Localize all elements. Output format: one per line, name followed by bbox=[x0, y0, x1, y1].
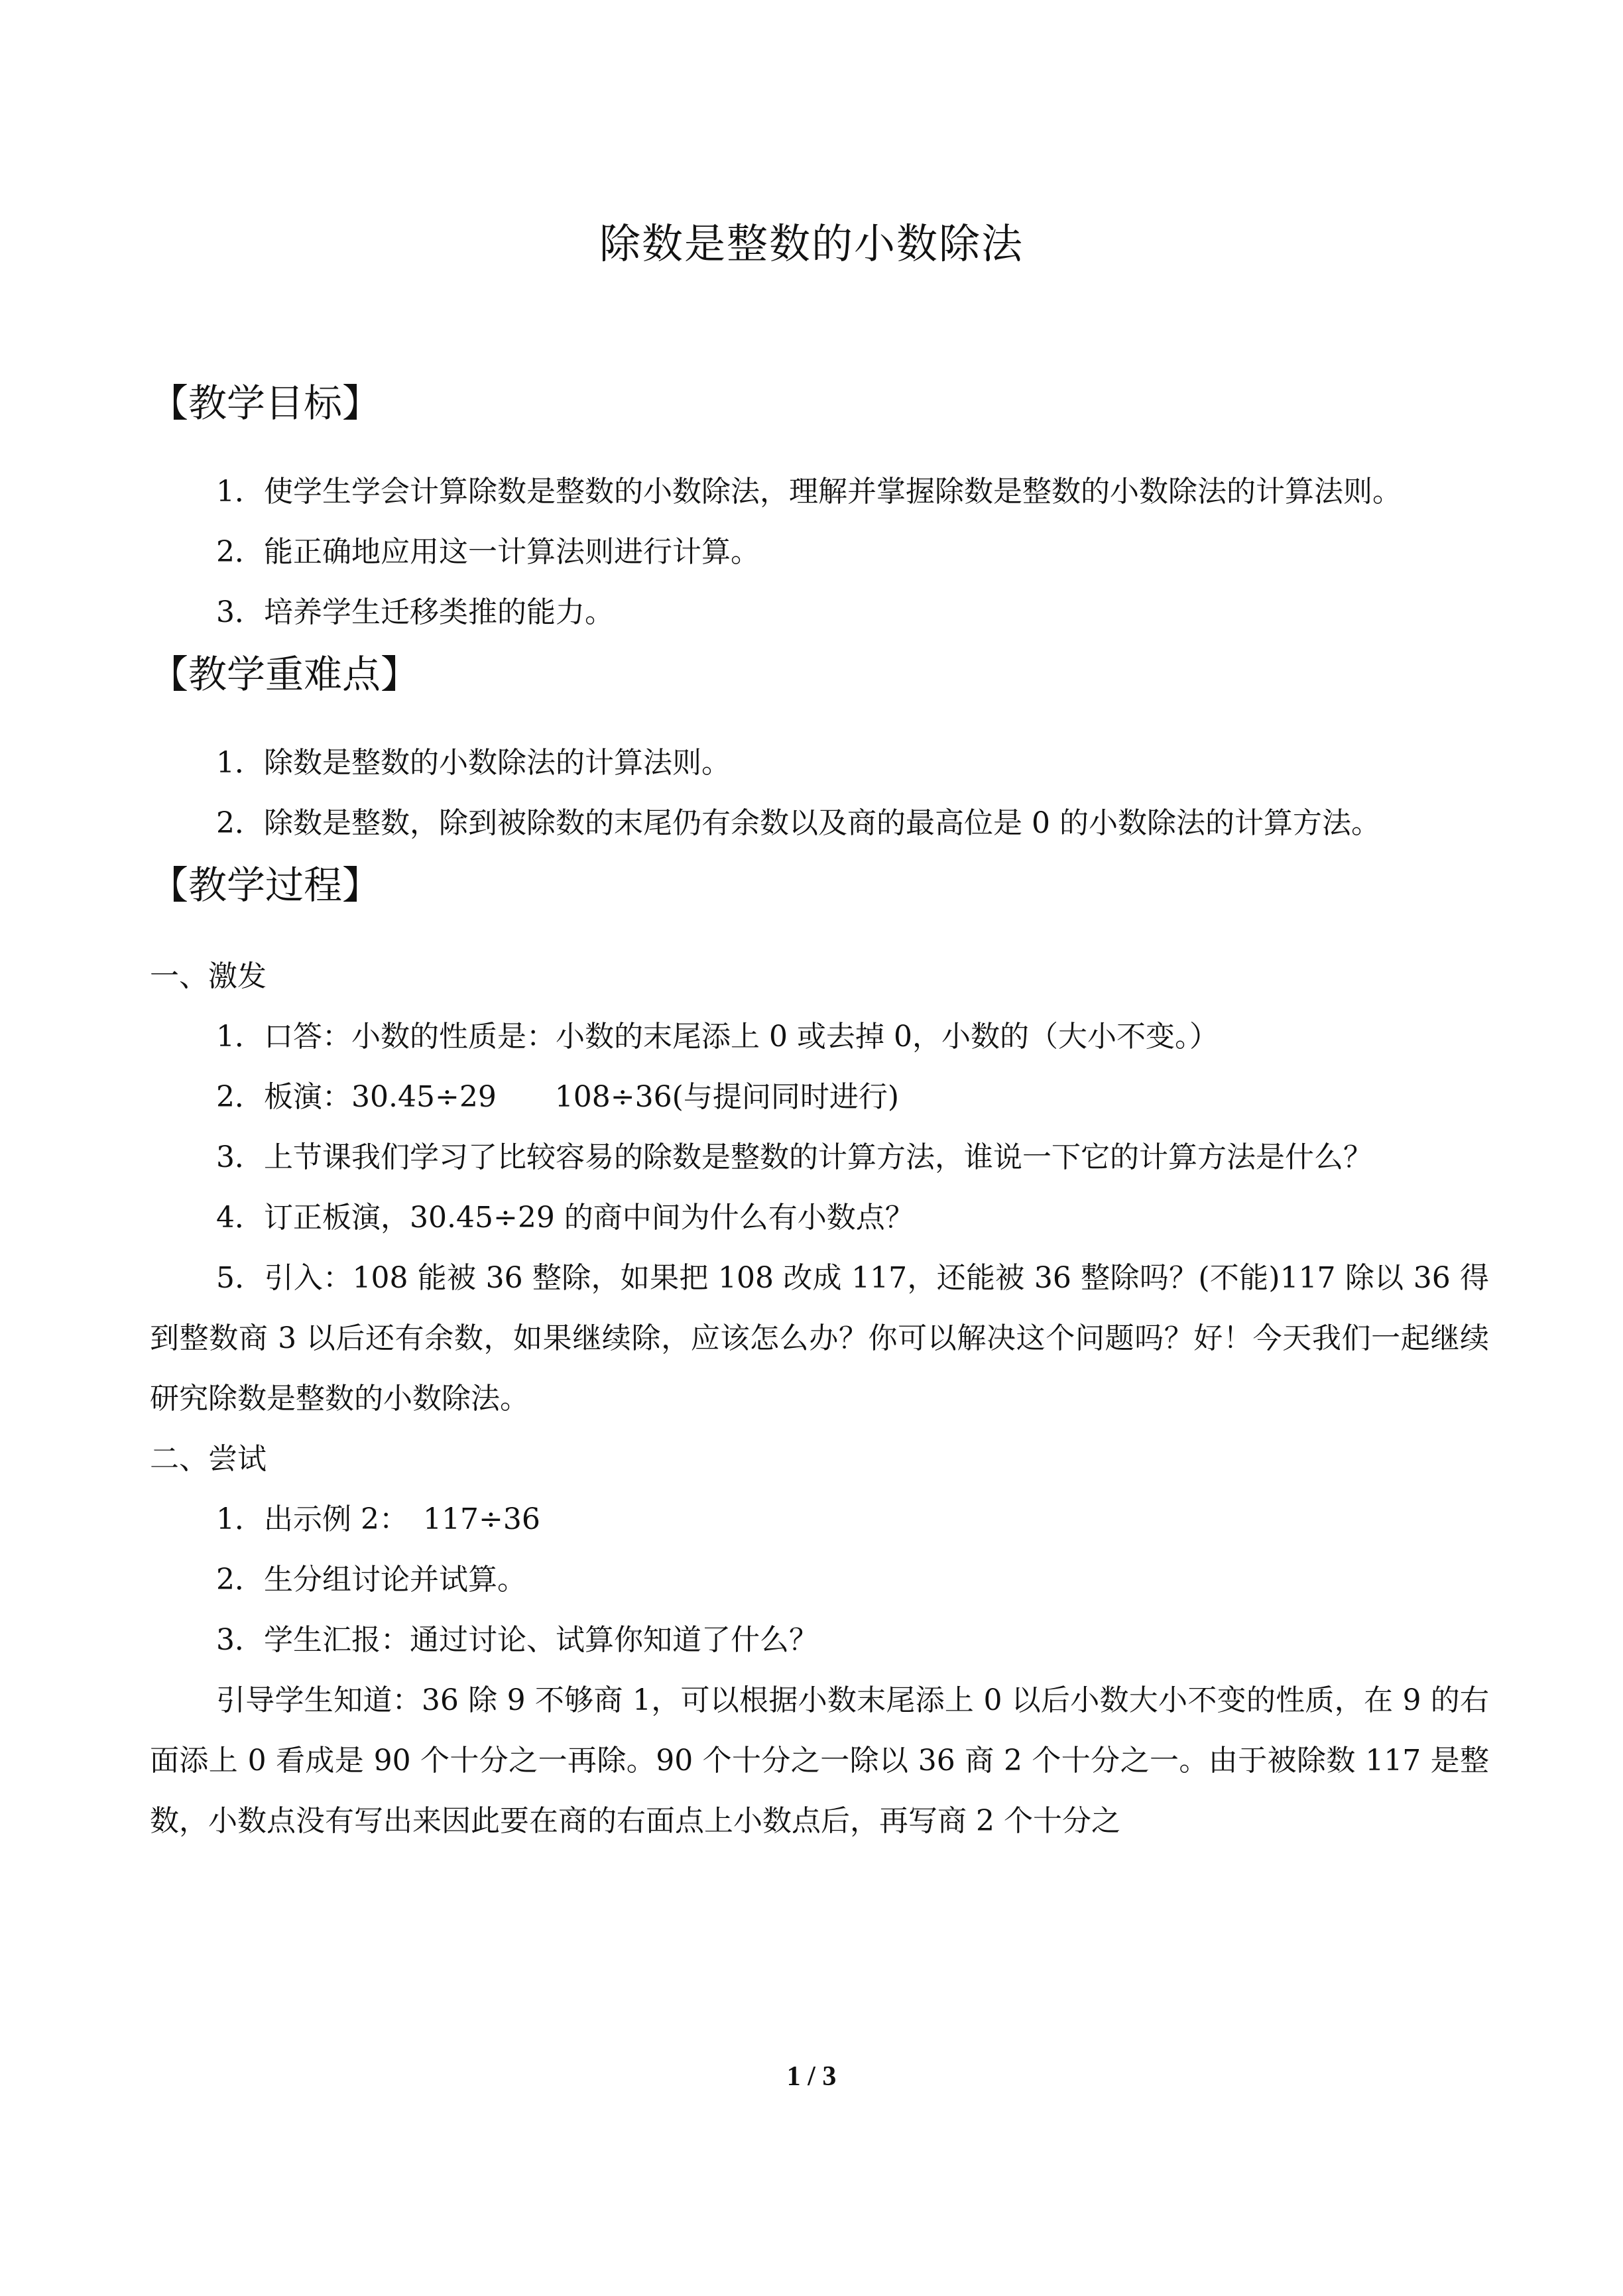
process-part-title: 一、激发 bbox=[150, 959, 267, 993]
section-heading-key-points: 【教学重难点】 bbox=[150, 652, 420, 697]
objective-item: 1．使学生学会计算除数是整数的小数除法，理解并掌握除数是整数的小数除法的计算法则。 bbox=[216, 475, 1402, 509]
page-number: 1 / 3 bbox=[786, 2061, 837, 2092]
process-item: 引导学生知道：36 除 9 不够商 1，可以根据小数末尾添上 0 以后小数大小不变的性质，在 9 的右面添上 0 看成是 90 个十分之一再除。90 个十分之一除以 36 商 2 个十分之一。由于被除数 117 是整数，小数点没有写出来因此要在商的右面点上小数点后，再写商 2 个十分之 bbox=[150, 1683, 1489, 1838]
process-item: 3．学生汇报：通过讨论、试算你知道了什么？ bbox=[216, 1623, 818, 1657]
process-item: 4．订正板演，30.45÷29 的商中间为什么有小数点？ bbox=[216, 1201, 914, 1235]
process-item: 1．出示例 2： 117÷36 bbox=[216, 1502, 540, 1536]
objective-item: 3．培养学生迁移类推的能力。 bbox=[216, 595, 614, 629]
process-item: 2．生分组讨论并试算。 bbox=[216, 1563, 526, 1597]
process-item: 2．板演：30.45÷29 108÷36(与提问同时进行) bbox=[216, 1080, 899, 1114]
key-point-item: 1．除数是整数的小数除法的计算法则。 bbox=[216, 746, 731, 780]
process-part-title: 二、尝试 bbox=[150, 1442, 267, 1476]
process-item: 3．上节课我们学习了比较容易的除数是整数的计算方法，谁说一下它的计算方法是什么？ bbox=[216, 1140, 1372, 1174]
section-heading-process: 【教学过程】 bbox=[150, 863, 381, 908]
document-body bbox=[150, 371, 1489, 1851]
process-item: 5．引入：108 能被 36 整除，如果把 108 改成 117，还能被 36 整除吗？(不能)117 除以 36 得到整数商 3 以后还有余数，如果继续除，应该怎么办？你可以解决这个问题吗？好！今天我们一起继续研究除数是整数的小数除法。 bbox=[150, 1261, 1489, 1416]
section-heading-objectives: 【教学目标】 bbox=[150, 381, 381, 426]
key-point-item: 2．除数是整数，除到被除数的末尾仍有余数以及商的最高位是 0 的小数除法的计算方法。 bbox=[216, 806, 1380, 840]
objective-item: 2．能正确地应用这一计算法则进行计算。 bbox=[216, 535, 760, 569]
document-title: 除数是整数的小数除法 bbox=[599, 219, 1024, 268]
process-item: 1．口答：小数的性质是：小数的末尾添上 0 或去掉 0，小数的（大小不变。） bbox=[216, 1020, 1219, 1054]
